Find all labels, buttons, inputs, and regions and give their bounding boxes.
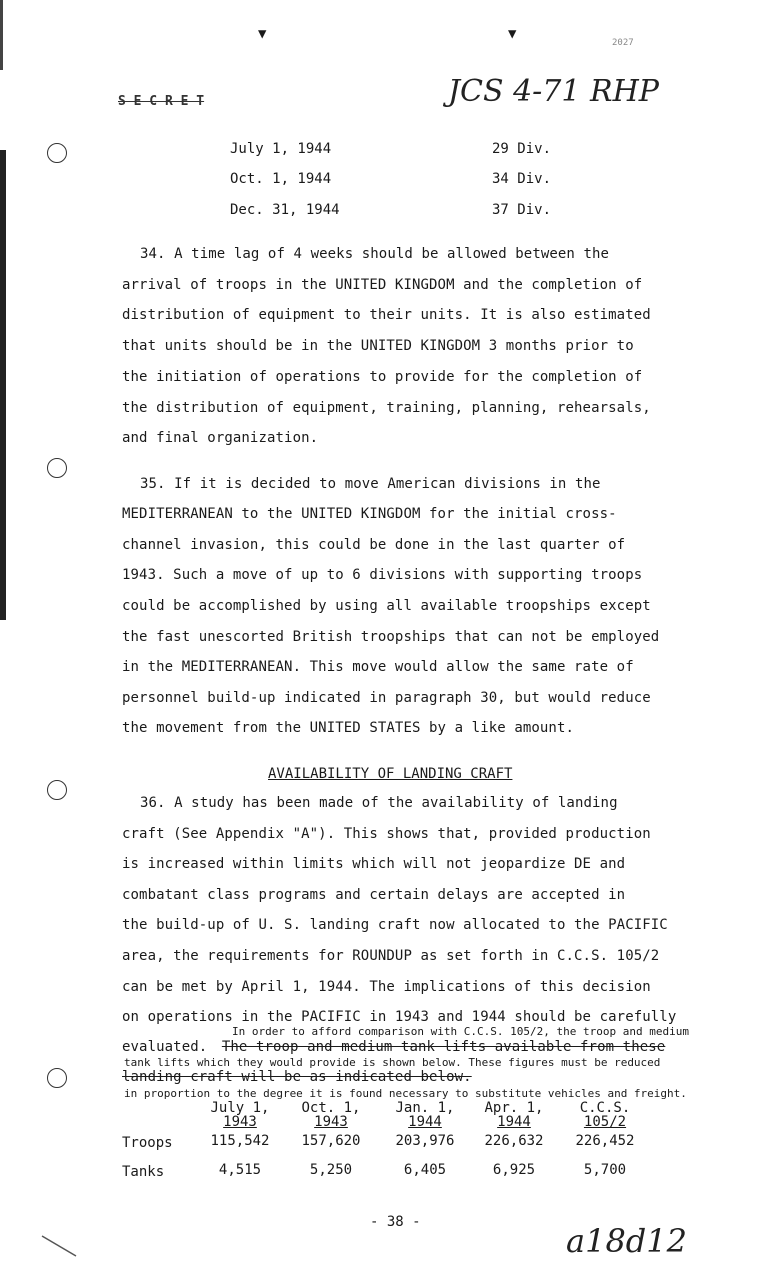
inserted-text-line: in proportion to the degree it is found necessary to substitute vehicles and freight.: [124, 1087, 687, 1100]
scan-edge-mark: [0, 0, 3, 70]
table-cell: 115,542: [210, 1133, 270, 1149]
paragraph-35-line: personnel build-up indicated in paragraph 30, but would reduce: [122, 690, 651, 706]
paragraph-35-line: in the MEDITERRANEAN. This move would allow the same rate of: [122, 659, 634, 675]
paragraph-34-line: 34. A time lag of 4 weeks should be allowed between the: [140, 246, 610, 262]
table-cell: 5,250: [309, 1162, 353, 1178]
paragraph-36-line: can be met by April 1, 1944. The implications of this decision: [122, 979, 651, 995]
table-cell: 157,620: [301, 1133, 361, 1149]
table-cell: 203,976: [395, 1133, 455, 1149]
schedule-divisions: 34 Div.: [492, 171, 552, 187]
table-cell: 6,405: [403, 1162, 447, 1178]
handwritten-reference: JCS 4-71 RHP: [448, 74, 659, 109]
punch-hole: [47, 458, 67, 478]
binder-edge: [0, 150, 6, 620]
paragraph-36-line: 36. A study has been made of the availability of landing: [140, 795, 618, 811]
punch-hole: [47, 1068, 67, 1088]
paragraph-35-line: 35. If it is decided to move American divisions in the: [140, 476, 601, 492]
paragraph-36-line: craft (See Appendix "A"). This shows that, provided production: [122, 826, 651, 842]
scan-corner-mark: [40, 1232, 80, 1260]
struck-text: landing craft will be as indicated below.: [122, 1069, 472, 1085]
table-column-header: Jan. 1, 1944: [395, 1100, 455, 1130]
scan-arrow-mark: ▼: [258, 26, 267, 42]
table-column-header: July 1, 1943: [210, 1100, 270, 1130]
paragraph-36-line: the build-up of U. S. landing craft now allocated to the PACIFIC: [122, 917, 668, 933]
table-row-label: Tanks: [122, 1164, 165, 1180]
schedule-date: July 1, 1944: [230, 141, 332, 157]
table-cell: 6,925: [492, 1162, 536, 1178]
paragraph-34-line: distribution of equipment to their units. It is also estimated: [122, 307, 651, 323]
page-number: - 38 -: [370, 1214, 421, 1230]
paragraph-36-line: is increased within limits which will not jeopardize DE and: [122, 856, 626, 872]
classification-stamp: S E C R E T: [118, 94, 205, 109]
paragraph-36-line: combatant class programs and certain delays are accepted in: [122, 887, 626, 903]
table-cell: 226,452: [575, 1133, 635, 1149]
paragraph-34-line: and final organization.: [122, 430, 319, 446]
table-row-label: Troops: [122, 1135, 173, 1151]
punch-hole: [47, 143, 67, 163]
table-column-header: Oct. 1, 1943: [301, 1100, 361, 1130]
paragraph-35-line: MEDITERRANEAN to the UNITED KINGDOM for the initial cross-: [122, 506, 617, 522]
section-heading: AVAILABILITY OF LANDING CRAFT: [268, 766, 513, 782]
table-column-header: Apr. 1, 1944: [484, 1100, 544, 1130]
scan-arrow-mark: ▼: [508, 26, 517, 42]
table-cell: 226,632: [484, 1133, 544, 1149]
struck-text: The troop and medium tank lifts available from these: [221, 1039, 666, 1055]
paragraph-34-line: that units should be in the UNITED KINGDOM 3 months prior to: [122, 338, 634, 354]
paragraph-34-line: arrival of troops in the UNITED KINGDOM and the completion of: [122, 277, 643, 293]
handwritten-code: a18d12: [566, 1222, 687, 1260]
punch-hole: [47, 780, 67, 800]
paragraph-35-line: could be accomplished by using all available troopships except: [122, 598, 651, 614]
paragraph-35-line: the movement from the UNITED STATES by a like amount.: [122, 720, 575, 736]
schedule-divisions: 37 Div.: [492, 202, 552, 218]
paragraph-34-line: the initiation of operations to provide for the completion of: [122, 369, 643, 385]
paragraph-34-line: the distribution of equipment, training, planning, rehearsals,: [122, 400, 651, 416]
inserted-text-line: tank lifts which they would provide is shown below. These figures must be reduced: [124, 1056, 661, 1069]
paragraph-35-line: channel invasion, this could be done in the last quarter of: [122, 537, 626, 553]
evaluated-text: evaluated.: [122, 1039, 208, 1055]
schedule-divisions: 29 Div.: [492, 141, 552, 157]
corner-mark: 2027: [612, 38, 634, 48]
paragraph-36-tail: [122, 1039, 665, 1055]
schedule-date: Oct. 1, 1944: [230, 171, 332, 187]
table-cell: 5,700: [583, 1162, 627, 1178]
inserted-text-line: In order to afford comparison with C.C.S. 105/2, the troop and medium: [232, 1025, 689, 1038]
schedule-date: Dec. 31, 1944: [230, 202, 340, 218]
paragraph-36-line: on operations in the PACIFIC in 1943 and 1944 should be carefully: [122, 1009, 677, 1025]
paragraph-35-line: 1943. Such a move of up to 6 divisions with supporting troops: [122, 567, 643, 583]
table-column-header: C.C.S. 105/2: [579, 1100, 631, 1130]
table-cell: 4,515: [218, 1162, 262, 1178]
paragraph-36-line: area, the requirements for ROUNDUP as set forth in C.C.S. 105/2: [122, 948, 660, 964]
paragraph-35-line: the fast unescorted British troopships that can not be employed: [122, 629, 660, 645]
